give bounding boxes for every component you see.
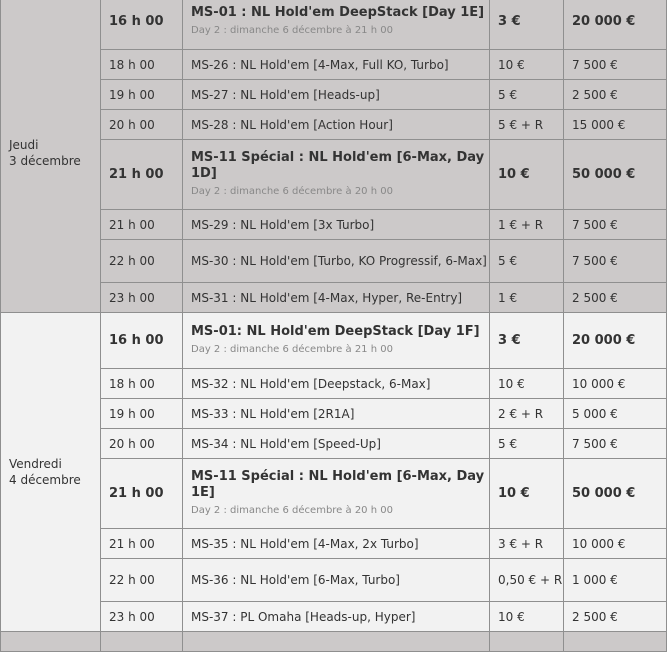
event-time: 19 h 00 — [101, 80, 183, 110]
event-time: 23 h 00 — [101, 283, 183, 313]
event-buyin: 10 € — [490, 50, 564, 80]
event-buyin: 3 € — [490, 0, 564, 50]
day-cell — [1, 632, 101, 652]
event-time — [101, 632, 183, 652]
event-buyin — [490, 632, 564, 652]
table-row — [1, 602, 667, 632]
table-row — [1, 50, 667, 80]
event-time: 16 h 00 — [101, 0, 183, 50]
event-time: 19 h 00 — [101, 399, 183, 429]
table-row — [1, 313, 667, 369]
table-row — [1, 369, 667, 399]
day-date: 4 décembre — [9, 473, 81, 487]
event-buyin: 1 € — [490, 283, 564, 313]
event-time: 16 h 00 — [101, 313, 183, 369]
event-time: 22 h 00 — [101, 559, 183, 602]
event-prize: 20 000 € — [564, 313, 667, 369]
event-prize: 2 500 € — [564, 80, 667, 110]
event-buyin: 10 € — [490, 140, 564, 210]
event-title: MS-01 : NL Hold'em DeepStack [Day 1E] — [191, 5, 485, 20]
event-day2-info: Day 2 : dimanche 6 décembre à 21 h 00 — [191, 344, 393, 355]
event-title: MS-27 : NL Hold'em [Heads-up] — [183, 80, 490, 110]
table-row — [1, 240, 667, 283]
event-title: MS-37 : PL Omaha [Heads-up, Hyper] — [183, 602, 490, 632]
event-prize: 20 000 € — [564, 0, 667, 50]
event-buyin: 3 € — [490, 313, 564, 369]
event-prize: 50 000 € — [564, 459, 667, 529]
event-prize: 10 000 € — [564, 369, 667, 399]
event-time: 18 h 00 — [101, 50, 183, 80]
event-name-cell — [183, 313, 490, 369]
event-time: 22 h 00 — [101, 240, 183, 283]
event-prize: 7 500 € — [564, 429, 667, 459]
event-title: MS-11 Spécial : NL Hold'em [6-Max, Day 1E] — [191, 469, 485, 500]
event-title: MS-11 Spécial : NL Hold'em [6-Max, Day 1D] — [191, 150, 485, 181]
table-row — [1, 429, 667, 459]
event-day2-info: Day 2 : dimanche 6 décembre à 20 h 00 — [191, 186, 393, 197]
event-prize: 15 000 € — [564, 110, 667, 140]
event-buyin: 5 € + R — [490, 110, 564, 140]
event-prize: 50 000 € — [564, 140, 667, 210]
event-title: MS-26 : NL Hold'em [4-Max, Full KO, Turbo] — [183, 50, 490, 80]
event-title: MS-28 : NL Hold'em [Action Hour] — [183, 110, 490, 140]
table-row — [1, 459, 667, 529]
event-time: 21 h 00 — [101, 529, 183, 559]
event-title: MS-32 : NL Hold'em [Deepstack, 6-Max] — [183, 369, 490, 399]
event-name-cell — [183, 459, 490, 529]
event-prize: 10 000 € — [564, 529, 667, 559]
event-time: 20 h 00 — [101, 429, 183, 459]
event-prize: 2 500 € — [564, 283, 667, 313]
event-time: 21 h 00 — [101, 140, 183, 210]
event-buyin: 10 € — [490, 369, 564, 399]
table-row — [1, 110, 667, 140]
event-time: 18 h 00 — [101, 369, 183, 399]
event-buyin: 0,50 € + R — [498, 573, 563, 587]
event-title — [183, 632, 490, 652]
day-weekday: Vendredi — [9, 457, 62, 471]
table-row — [1, 140, 667, 210]
table-row — [1, 0, 667, 50]
event-title: MS-35 : NL Hold'em [4-Max, 2x Turbo] — [183, 529, 490, 559]
table-row — [1, 399, 667, 429]
event-buyin: 10 € — [490, 602, 564, 632]
event-time: 20 h 00 — [101, 110, 183, 140]
table-row — [1, 529, 667, 559]
day-date: 3 décembre — [9, 154, 81, 168]
event-title: MS-01: NL Hold'em DeepStack [Day 1F] — [191, 324, 480, 339]
event-day2-info: Day 2 : dimanche 6 décembre à 20 h 00 — [191, 505, 393, 516]
event-title: MS-36 : NL Hold'em [6-Max, Turbo] — [183, 559, 490, 602]
event-buyin: 10 € — [490, 459, 564, 529]
event-prize: 7 500 € — [564, 240, 667, 283]
event-title-cell — [183, 240, 490, 283]
event-prize — [564, 632, 667, 652]
event-prize: 1 000 € — [564, 559, 667, 602]
event-buyin-cell — [490, 559, 564, 602]
day-weekday: Jeudi — [9, 138, 39, 152]
event-prize: 7 500 € — [564, 210, 667, 240]
event-buyin: 5 € — [490, 240, 564, 283]
event-title: MS-34 : NL Hold'em [Speed-Up] — [183, 429, 490, 459]
table-row — [1, 559, 667, 602]
event-title: MS-30 : NL Hold'em [Turbo, KO Progressif, 6-Max] — [191, 254, 487, 268]
table-row — [1, 632, 667, 652]
table-row — [1, 80, 667, 110]
event-prize: 7 500 € — [564, 50, 667, 80]
event-buyin: 2 € + R — [490, 399, 564, 429]
day-cell — [1, 0, 101, 313]
event-time: 21 h 00 — [101, 210, 183, 240]
event-time: 23 h 00 — [101, 602, 183, 632]
event-prize: 5 000 € — [564, 399, 667, 429]
day-cell — [1, 313, 101, 632]
event-time: 21 h 00 — [101, 459, 183, 529]
table-row — [1, 283, 667, 313]
event-name-cell — [183, 0, 490, 50]
event-buyin: 5 € — [490, 429, 564, 459]
event-title: MS-31 : NL Hold'em [4-Max, Hyper, Re-Entry] — [183, 283, 490, 313]
table-row — [1, 210, 667, 240]
event-buyin: 3 € + R — [490, 529, 564, 559]
event-prize: 2 500 € — [564, 602, 667, 632]
event-buyin: 1 € + R — [490, 210, 564, 240]
event-title: MS-29 : NL Hold'em [3x Turbo] — [183, 210, 490, 240]
event-buyin: 5 € — [490, 80, 564, 110]
event-title: MS-33 : NL Hold'em [2R1A] — [183, 399, 490, 429]
event-name-cell — [183, 140, 490, 210]
event-day2-info: Day 2 : dimanche 6 décembre à 21 h 00 — [191, 25, 393, 36]
